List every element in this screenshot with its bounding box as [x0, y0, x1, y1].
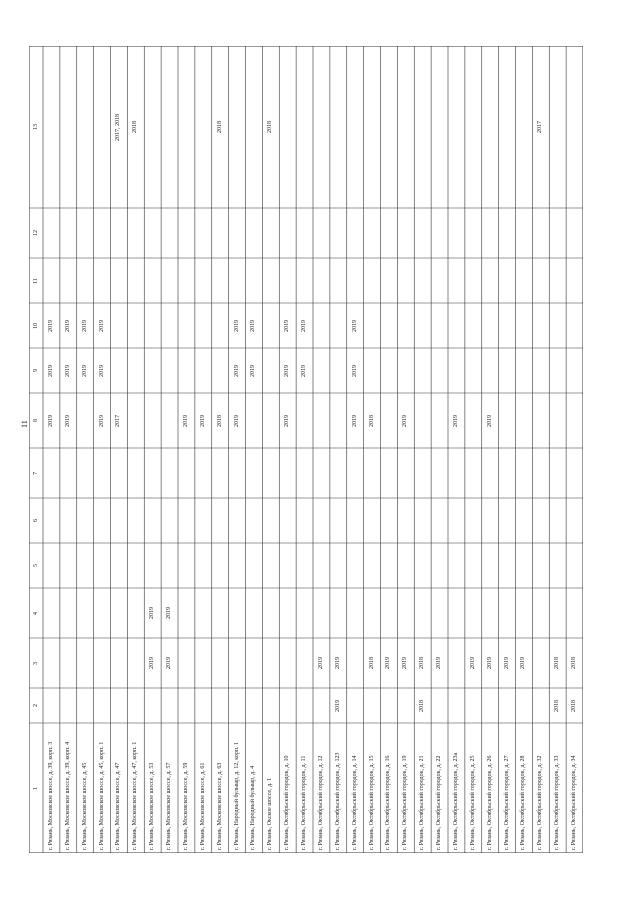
column-header-9: 9	[32, 369, 39, 372]
table-cell-col-10: 2019	[301, 319, 308, 332]
table-cell-col-10: 2019	[98, 319, 105, 332]
table-cell-col-10: 2019	[47, 319, 54, 332]
table-cell-col-3: 2018	[368, 657, 375, 669]
table-cell-col-9: 2019	[81, 364, 88, 377]
table-cell-col-2: 2018	[571, 699, 578, 712]
table-cell-col-13: 2017, 2018	[115, 113, 122, 141]
table-cell-col-13: 2017	[537, 121, 544, 133]
column-header-5: 5	[32, 564, 39, 567]
table-cell-col-3: 2019	[166, 657, 173, 669]
table-cell-col-8: 2019	[351, 414, 358, 427]
table-cell-col-2: 2019	[334, 699, 341, 712]
table-cell-col-3: 2019	[402, 657, 409, 669]
table-cell-col-8: 2018	[368, 414, 375, 427]
column-header-2: 2	[32, 704, 39, 707]
row-address: г. Рязань, Октябрьский городок, д. 27	[503, 755, 510, 850]
table-cell-col-8: 2019	[98, 414, 105, 427]
table-cell-col-10: 2019	[250, 319, 257, 332]
row-address: г. Рязань, Московское шоссе, д. 61	[199, 762, 206, 850]
table-cell-col-9: 2019	[351, 364, 358, 377]
row-address: г. Рязань, Октябрьский городок, д. 33	[554, 755, 561, 850]
table-cell-col-3: 2019	[149, 657, 156, 669]
table-cell-col-3: 2019	[385, 657, 392, 669]
rotated-data-table	[29, 46, 583, 853]
table-cell-col-10: 2019	[81, 319, 88, 332]
row-address: г. Рязань, Московское шоссе, д. 47, корп. 1	[132, 741, 139, 850]
table-cell-col-8: 2019	[199, 414, 206, 427]
table-cell-col-10: 2019	[233, 319, 240, 332]
column-header-12: 12	[32, 230, 39, 236]
column-header-10: 10	[32, 322, 39, 329]
row-address: г. Рязань, Октябрьский городок, д. 16	[385, 755, 392, 850]
row-address: г. Рязань, Московское шоссе, д. 57	[166, 762, 173, 850]
column-header-11: 11	[32, 277, 39, 284]
row-address: г. Рязань, Октябрьский городок, д. 22	[436, 755, 443, 850]
row-address: г. Рязань, Октябрьский городок, д. 25	[469, 755, 476, 850]
table-cell-col-8: 2018	[216, 414, 223, 427]
table-cell-col-10: 2019	[64, 319, 71, 332]
column-header-4: 4	[32, 611, 39, 615]
table-cell-col-2: 2018	[554, 699, 561, 712]
column-header-13: 13	[32, 124, 39, 130]
table-cell-col-3: 2018	[554, 657, 561, 669]
row-address: г. Рязань, Московское шоссе, д. 39, корп. 3	[47, 741, 54, 850]
table-cell-col-3: 2019	[334, 657, 341, 669]
table-cell-col-9: 2019	[98, 364, 105, 377]
table-cell-col-8: 2019	[47, 414, 54, 427]
row-address: г. Рязань, Московское шоссе, д. 63	[216, 762, 223, 850]
table-cell-col-3: 2018	[419, 657, 426, 669]
table-cell-col-8: 2019	[452, 414, 459, 427]
table-cell-col-8: 2019	[182, 414, 189, 427]
row-address: г. Рязань, Октябрьский городок, д. 123	[334, 752, 341, 850]
row-address: г. Рязань, Октябрьский городок, д. 10	[284, 755, 291, 850]
table-cell-col-10: 2019	[351, 319, 358, 332]
table-cell-col-3: 2019	[520, 657, 527, 669]
table-cell-col-13: 2018	[267, 121, 274, 133]
row-address: г. Рязань, Октябрьский городок, д. 21	[419, 755, 426, 850]
row-address: г. Рязань, Октябрьский городок, д. 34	[571, 755, 578, 850]
table-cell-col-9: 2019	[47, 364, 54, 377]
table-cell-col-8: 2019	[402, 414, 409, 427]
table-cell-col-13: 2018	[216, 121, 223, 133]
row-address: г. Рязань, Московское шоссе, д. 53	[149, 762, 156, 850]
row-address: г. Рязань, Московское шоссе, д. 45, корп. 1	[98, 741, 105, 850]
row-address: г. Рязань, Московское шоссе, д. 59	[182, 762, 189, 850]
table-cell-col-8: 2019	[486, 414, 493, 427]
column-header-6: 6	[32, 519, 39, 522]
table-cell-col-3: 2019	[469, 657, 476, 669]
table-cell-col-4: 2019	[149, 607, 156, 619]
column-header-1: 1	[32, 786, 39, 790]
table-cell-col-9: 2019	[250, 364, 257, 377]
row-address: г. Рязань, Московское шоссе, д. 45	[81, 762, 88, 850]
row-address: г. Рязань, Октябрьский городок, д. 14	[351, 755, 358, 850]
table-cell-col-9: 2019	[301, 364, 308, 377]
row-address: г. Рязань, Октябрьский городок, д. 15	[368, 755, 375, 850]
row-address: г. Рязань, Октябрьский городок, д. 23а	[452, 752, 459, 850]
table-cell-col-13: 2018	[132, 121, 139, 133]
column-header-3: 3	[32, 661, 39, 665]
column-header-7: 7	[32, 471, 39, 475]
page-number: 11	[20, 420, 29, 428]
column-header-8: 8	[32, 419, 39, 422]
row-address: г. Рязань, Октябрьский городок, д. 11	[301, 755, 308, 850]
table-cell-col-8: 2019	[64, 414, 71, 427]
table-grid	[29, 46, 583, 853]
row-address: г. Рязань, Октябрьский городок, д. 26	[486, 755, 493, 850]
table-cell-col-8: 2019	[284, 414, 291, 427]
table-cell-col-2: 2018	[419, 699, 426, 712]
table-cell-col-3: 2019	[317, 657, 324, 669]
table-cell-col-3: 2018	[571, 657, 578, 669]
row-address: г. Рязань, Октябрьский городок, д. 19	[402, 755, 409, 850]
table-cell-col-8: 2019	[233, 414, 240, 427]
row-address: г. Рязань, Народный бульвар, д. 4	[250, 765, 257, 850]
table-cell-col-9: 2019	[233, 364, 240, 377]
table-cell-col-4: 2019	[166, 607, 173, 619]
table-cell-col-9: 2019	[64, 364, 71, 377]
table-cell-col-3: 2019	[486, 657, 493, 669]
table-cell-col-3: 2019	[436, 657, 443, 669]
row-address: г. Рязань, Октябрьский городок, д. 32	[537, 755, 544, 850]
row-address: г. Рязань, Народный бульвар, д. 12, корп. 1	[233, 741, 240, 850]
row-address: г. Рязань, Октябрьский городок, д. 12	[317, 755, 324, 850]
table-cell-col-10: 2019	[284, 319, 291, 332]
row-address: г. Рязань, Московское шоссе, д. 47	[115, 762, 122, 850]
row-address: г. Рязань, Московское шоссе, д. 39, корп. 4	[64, 741, 71, 850]
row-address: г. Рязань, Окское шоссе, д. 1	[267, 777, 274, 850]
row-address: г. Рязань, Октябрьский городок, д. 28	[520, 755, 527, 850]
table-cell-col-3: 2019	[503, 657, 510, 669]
table-cell-col-8: 2017	[115, 414, 122, 427]
table-cell-col-9: 2019	[284, 364, 291, 377]
